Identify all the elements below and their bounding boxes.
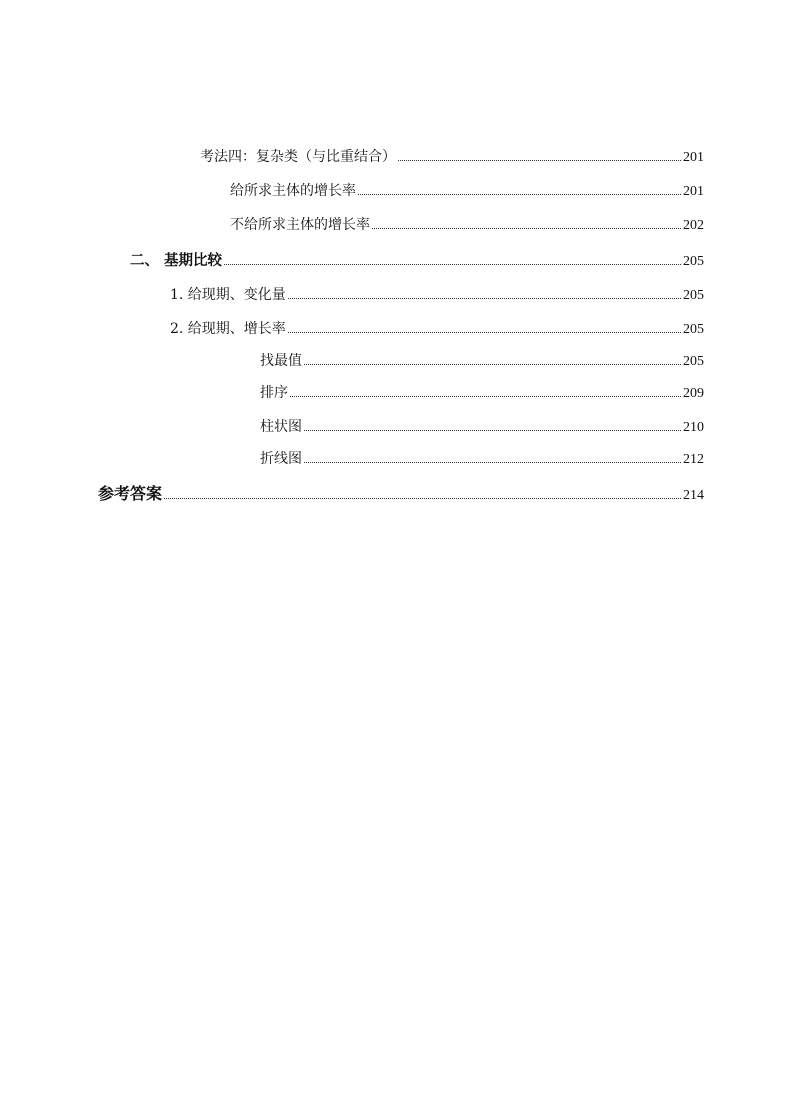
toc-page-number: 209	[683, 386, 704, 401]
toc-entry-title: 参考答案	[98, 484, 163, 503]
toc-entry-given-growth[interactable]	[230, 180, 704, 202]
toc-dot-leader	[164, 498, 681, 499]
toc-dot-leader	[398, 160, 681, 161]
toc-entry-sorting[interactable]	[260, 382, 704, 404]
toc-entry-bar-chart[interactable]	[260, 416, 704, 438]
toc-dot-leader	[358, 194, 681, 195]
toc-entry-title: 给所求主体的增长率	[230, 183, 356, 199]
toc-entry-title: 柱状图	[260, 419, 302, 435]
toc-dot-leader	[224, 264, 681, 265]
toc-page-number: 210	[683, 420, 704, 435]
toc-entry-base-period-comparison[interactable]	[130, 250, 704, 272]
toc-dot-leader	[304, 430, 681, 431]
toc-dot-leader	[304, 364, 681, 365]
toc-page-number: 205	[683, 354, 704, 369]
toc-page-number: 201	[683, 184, 704, 199]
toc-page-number: 214	[683, 488, 704, 503]
toc-entry-method-four[interactable]	[200, 146, 704, 168]
toc-page-number: 205	[683, 288, 704, 303]
toc-entry-title: 二、 基期比较	[130, 252, 223, 269]
toc-entry-find-extreme[interactable]	[260, 350, 704, 372]
toc-dot-leader	[288, 332, 681, 333]
toc-entry-title: 2. 给现期、增长率	[170, 321, 286, 337]
toc-entry-title: 考法四：复杂类（与比重结合）	[200, 149, 396, 165]
toc-entry-not-given-growth[interactable]	[230, 214, 704, 236]
toc-entry-current-and-growth[interactable]	[170, 318, 704, 340]
toc-page-number: 205	[683, 322, 704, 337]
toc-page-number: 201	[683, 150, 704, 165]
toc-entry-current-and-change[interactable]	[170, 284, 704, 306]
toc-dot-leader	[288, 298, 681, 299]
toc-entry-title: 找最值	[260, 353, 302, 369]
toc-entry-line-chart[interactable]	[260, 448, 704, 470]
toc-entry-title: 1. 给现期、变化量	[170, 287, 286, 303]
toc-entry-title: 排序	[260, 385, 288, 401]
toc-dot-leader	[372, 228, 681, 229]
toc-dot-leader	[304, 462, 681, 463]
toc-page-number: 205	[683, 254, 704, 269]
toc-page-number: 212	[683, 452, 704, 467]
toc-dot-leader	[290, 396, 681, 397]
toc-page-number: 202	[683, 218, 704, 233]
toc-entry-title: 折线图	[260, 451, 302, 467]
toc-entry-answer-key[interactable]	[98, 483, 704, 505]
toc-entry-title: 不给所求主体的增长率	[230, 217, 370, 233]
